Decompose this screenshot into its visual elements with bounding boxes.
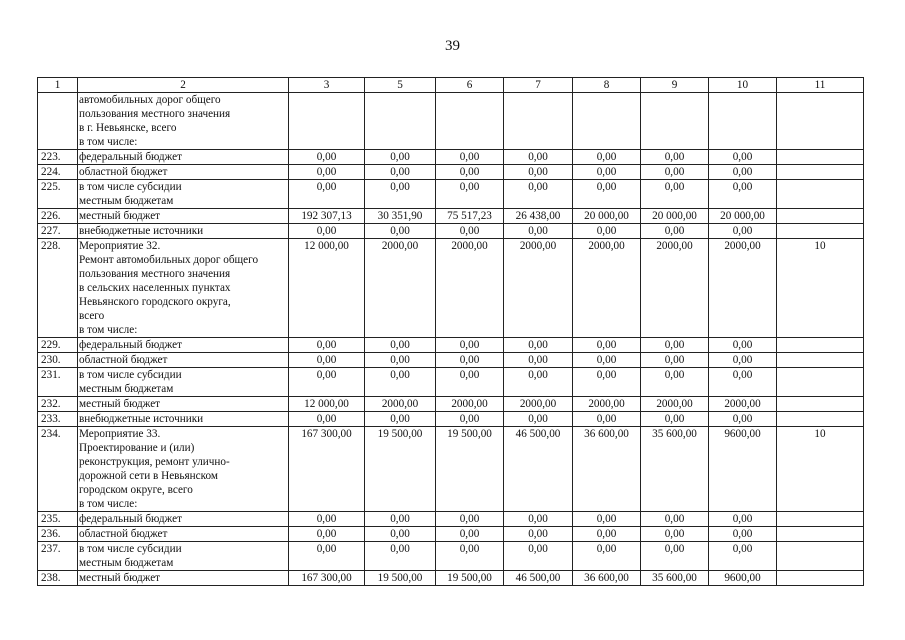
header-cell: 8 bbox=[573, 78, 641, 93]
amount-cell: 2000,00 bbox=[436, 239, 504, 338]
row-description bbox=[78, 180, 289, 209]
amount-cell: 2000,00 bbox=[709, 397, 777, 412]
header-cell: 10 bbox=[709, 78, 777, 93]
amount-cell bbox=[289, 93, 365, 150]
amount-cell: 20 000,00 bbox=[709, 209, 777, 224]
amount-cell: 0,00 bbox=[641, 368, 709, 397]
amount-cell: 0,00 bbox=[436, 368, 504, 397]
amount-cell: 0,00 bbox=[573, 180, 641, 209]
amount-cell: 0,00 bbox=[289, 542, 365, 571]
amount-cell: 0,00 bbox=[573, 353, 641, 368]
table-row bbox=[38, 93, 864, 150]
amount-cell bbox=[709, 93, 777, 150]
amount-cell: 0,00 bbox=[365, 224, 436, 239]
table-body bbox=[38, 93, 864, 586]
amount-cell: 0,00 bbox=[504, 527, 573, 542]
amount-cell: 0,00 bbox=[641, 412, 709, 427]
row-number: 224. bbox=[38, 165, 78, 180]
row-description bbox=[78, 542, 289, 571]
amount-cell: 0,00 bbox=[573, 165, 641, 180]
row-number: 234. bbox=[38, 427, 78, 512]
amount-cell: 0,00 bbox=[573, 512, 641, 527]
amount-cell: 0,00 bbox=[641, 150, 709, 165]
row-description bbox=[78, 209, 289, 224]
amount-cell bbox=[436, 93, 504, 150]
column-11-cell bbox=[777, 368, 864, 397]
amount-cell: 0,00 bbox=[289, 180, 365, 209]
amount-cell: 35 600,00 bbox=[641, 571, 709, 586]
amount-cell bbox=[365, 93, 436, 150]
amount-cell bbox=[504, 93, 573, 150]
description-line: в том числе: bbox=[79, 498, 138, 510]
amount-cell: 0,00 bbox=[709, 368, 777, 397]
table-row bbox=[38, 527, 864, 542]
amount-cell bbox=[573, 93, 641, 150]
amount-cell: 0,00 bbox=[641, 338, 709, 353]
amount-cell: 0,00 bbox=[709, 527, 777, 542]
column-11-cell bbox=[777, 224, 864, 239]
amount-cell: 0,00 bbox=[573, 224, 641, 239]
table-row bbox=[38, 224, 864, 239]
description-line: внебюджетные источники bbox=[79, 225, 204, 237]
table-row bbox=[38, 368, 864, 397]
table-row bbox=[38, 239, 864, 338]
row-number: 229. bbox=[38, 338, 78, 353]
description-line: всего bbox=[79, 310, 105, 322]
row-number: 226. bbox=[38, 209, 78, 224]
amount-cell: 0,00 bbox=[289, 368, 365, 397]
column-11-cell bbox=[777, 397, 864, 412]
amount-cell: 0,00 bbox=[641, 224, 709, 239]
row-description bbox=[78, 427, 289, 512]
amount-cell: 2000,00 bbox=[573, 397, 641, 412]
row-description bbox=[78, 512, 289, 527]
amount-cell: 46 500,00 bbox=[504, 571, 573, 586]
table-row bbox=[38, 571, 864, 586]
amount-cell: 0,00 bbox=[709, 353, 777, 368]
amount-cell: 0,00 bbox=[573, 412, 641, 427]
amount-cell: 0,00 bbox=[436, 165, 504, 180]
amount-cell: 2000,00 bbox=[365, 239, 436, 338]
amount-cell: 0,00 bbox=[365, 180, 436, 209]
amount-cell: 0,00 bbox=[641, 542, 709, 571]
description-line: в г. Невьянске, всего bbox=[79, 122, 177, 134]
amount-cell: 167 300,00 bbox=[289, 427, 365, 512]
description-line: областной бюджет bbox=[79, 166, 168, 178]
row-description bbox=[78, 165, 289, 180]
column-11-cell bbox=[777, 165, 864, 180]
column-11-cell bbox=[777, 571, 864, 586]
amount-cell: 2000,00 bbox=[641, 397, 709, 412]
description-line: Ремонт автомобильных дорог общего bbox=[79, 254, 259, 266]
description-line: в том числе: bbox=[79, 324, 138, 336]
description-line: местным бюджетам bbox=[79, 557, 174, 569]
description-line: местный бюджет bbox=[79, 398, 161, 410]
amount-cell: 2000,00 bbox=[709, 239, 777, 338]
amount-cell: 0,00 bbox=[436, 338, 504, 353]
table-row bbox=[38, 542, 864, 571]
amount-cell: 2000,00 bbox=[641, 239, 709, 338]
row-description bbox=[78, 239, 289, 338]
row-number: 238. bbox=[38, 571, 78, 586]
amount-cell: 0,00 bbox=[573, 542, 641, 571]
amount-cell: 0,00 bbox=[365, 353, 436, 368]
amount-cell: 26 438,00 bbox=[504, 209, 573, 224]
description-line: городском округе, всего bbox=[79, 484, 193, 496]
amount-cell: 0,00 bbox=[641, 512, 709, 527]
amount-cell: 0,00 bbox=[289, 150, 365, 165]
description-line: в том числе субсидии bbox=[79, 181, 182, 193]
amount-cell: 9600,00 bbox=[709, 571, 777, 586]
column-11-cell bbox=[777, 542, 864, 571]
row-number: 227. bbox=[38, 224, 78, 239]
budget-table bbox=[37, 77, 864, 586]
amount-cell: 19 500,00 bbox=[365, 427, 436, 512]
amount-cell: 0,00 bbox=[504, 165, 573, 180]
table-row bbox=[38, 412, 864, 427]
amount-cell: 0,00 bbox=[573, 150, 641, 165]
table-row bbox=[38, 338, 864, 353]
description-line: автомобильных дорог общего bbox=[79, 94, 221, 106]
column-11-cell bbox=[777, 180, 864, 209]
amount-cell: 0,00 bbox=[365, 542, 436, 571]
row-number: 231. bbox=[38, 368, 78, 397]
description-line: федеральный бюджет bbox=[79, 151, 182, 163]
amount-cell: 0,00 bbox=[504, 512, 573, 527]
amount-cell: 12 000,00 bbox=[289, 239, 365, 338]
amount-cell: 46 500,00 bbox=[504, 427, 573, 512]
column-11-cell bbox=[777, 512, 864, 527]
description-line: федеральный бюджет bbox=[79, 339, 182, 351]
description-line: пользования местного значения bbox=[79, 268, 231, 280]
amount-cell: 0,00 bbox=[709, 338, 777, 353]
table-row bbox=[38, 209, 864, 224]
table-row bbox=[38, 512, 864, 527]
amount-cell: 0,00 bbox=[573, 527, 641, 542]
column-11-cell bbox=[777, 338, 864, 353]
amount-cell: 0,00 bbox=[504, 224, 573, 239]
row-description bbox=[78, 353, 289, 368]
table-row bbox=[38, 180, 864, 209]
table-row bbox=[38, 427, 864, 512]
table-row bbox=[38, 397, 864, 412]
amount-cell: 0,00 bbox=[709, 542, 777, 571]
description-line: в сельских населенных пунктах bbox=[79, 282, 231, 294]
column-11-cell: 10 bbox=[777, 427, 864, 512]
amount-cell: 0,00 bbox=[504, 542, 573, 571]
amount-cell: 36 600,00 bbox=[573, 571, 641, 586]
amount-cell: 36 600,00 bbox=[573, 427, 641, 512]
amount-cell: 30 351,90 bbox=[365, 209, 436, 224]
amount-cell: 0,00 bbox=[436, 542, 504, 571]
amount-cell: 0,00 bbox=[365, 368, 436, 397]
column-11-cell bbox=[777, 209, 864, 224]
header-cell: 1 bbox=[38, 78, 78, 93]
column-11-cell: 10 bbox=[777, 239, 864, 338]
amount-cell: 0,00 bbox=[365, 412, 436, 427]
row-description bbox=[78, 224, 289, 239]
row-number: 237. bbox=[38, 542, 78, 571]
amount-cell: 0,00 bbox=[641, 353, 709, 368]
description-line: областной бюджет bbox=[79, 354, 168, 366]
description-line: дорожной сети в Невьянском bbox=[79, 470, 218, 482]
column-11-cell bbox=[777, 527, 864, 542]
amount-cell: 0,00 bbox=[504, 368, 573, 397]
amount-cell: 35 600,00 bbox=[641, 427, 709, 512]
amount-cell: 12 000,00 bbox=[289, 397, 365, 412]
row-number bbox=[38, 93, 78, 150]
amount-cell: 0,00 bbox=[289, 412, 365, 427]
header-cell: 3 bbox=[289, 78, 365, 93]
row-description bbox=[78, 368, 289, 397]
header-cell: 6 bbox=[436, 78, 504, 93]
description-line: Невьянского городского округа, bbox=[79, 296, 231, 308]
row-description bbox=[78, 412, 289, 427]
amount-cell: 0,00 bbox=[436, 353, 504, 368]
amount-cell: 0,00 bbox=[573, 368, 641, 397]
amount-cell: 167 300,00 bbox=[289, 571, 365, 586]
row-description bbox=[78, 93, 289, 150]
amount-cell: 0,00 bbox=[709, 150, 777, 165]
amount-cell: 0,00 bbox=[573, 338, 641, 353]
amount-cell: 0,00 bbox=[436, 512, 504, 527]
column-11-cell bbox=[777, 353, 864, 368]
row-description bbox=[78, 571, 289, 586]
amount-cell: 0,00 bbox=[504, 353, 573, 368]
amount-cell: 0,00 bbox=[436, 412, 504, 427]
amount-cell: 19 500,00 bbox=[436, 427, 504, 512]
amount-cell: 0,00 bbox=[504, 180, 573, 209]
amount-cell: 0,00 bbox=[436, 527, 504, 542]
amount-cell: 2000,00 bbox=[365, 397, 436, 412]
amount-cell: 0,00 bbox=[365, 150, 436, 165]
row-number: 223. bbox=[38, 150, 78, 165]
amount-cell: 0,00 bbox=[289, 165, 365, 180]
description-line: в том числе: bbox=[79, 136, 138, 148]
amount-cell: 0,00 bbox=[365, 338, 436, 353]
row-number: 232. bbox=[38, 397, 78, 412]
amount-cell: 0,00 bbox=[436, 180, 504, 209]
amount-cell: 2000,00 bbox=[573, 239, 641, 338]
row-description bbox=[78, 150, 289, 165]
amount-cell: 0,00 bbox=[641, 165, 709, 180]
header-cell: 5 bbox=[365, 78, 436, 93]
row-number: 235. bbox=[38, 512, 78, 527]
description-line: областной бюджет bbox=[79, 528, 168, 540]
amount-cell: 0,00 bbox=[289, 224, 365, 239]
amount-cell bbox=[641, 93, 709, 150]
amount-cell: 0,00 bbox=[289, 527, 365, 542]
amount-cell: 192 307,13 bbox=[289, 209, 365, 224]
row-number: 225. bbox=[38, 180, 78, 209]
amount-cell: 0,00 bbox=[289, 512, 365, 527]
amount-cell: 2000,00 bbox=[436, 397, 504, 412]
amount-cell: 0,00 bbox=[641, 180, 709, 209]
header-cell: 11 bbox=[777, 78, 864, 93]
amount-cell: 19 500,00 bbox=[436, 571, 504, 586]
description-line: реконструкция, ремонт улично- bbox=[79, 456, 230, 468]
amount-cell: 0,00 bbox=[709, 224, 777, 239]
amount-cell: 20 000,00 bbox=[573, 209, 641, 224]
description-line: федеральный бюджет bbox=[79, 513, 182, 525]
description-line: внебюджетные источники bbox=[79, 413, 204, 425]
amount-cell: 0,00 bbox=[709, 165, 777, 180]
amount-cell: 0,00 bbox=[504, 412, 573, 427]
table-row bbox=[38, 353, 864, 368]
table-row bbox=[38, 165, 864, 180]
description-line: местным бюджетам bbox=[79, 195, 174, 207]
amount-cell: 0,00 bbox=[641, 527, 709, 542]
column-11-cell bbox=[777, 412, 864, 427]
description-line: в том числе субсидии bbox=[79, 543, 182, 555]
description-line: Проектирование и (или) bbox=[79, 442, 195, 454]
description-line: Мероприятие 33. bbox=[79, 428, 161, 440]
row-description bbox=[78, 397, 289, 412]
description-line: местный бюджет bbox=[79, 210, 161, 222]
amount-cell: 2000,00 bbox=[504, 239, 573, 338]
description-line: местный бюджет bbox=[79, 572, 161, 584]
description-line: пользования местного значения bbox=[79, 108, 231, 120]
amount-cell: 0,00 bbox=[709, 512, 777, 527]
column-11-cell bbox=[777, 150, 864, 165]
amount-cell: 0,00 bbox=[289, 353, 365, 368]
amount-cell: 9600,00 bbox=[709, 427, 777, 512]
page-number: 39 bbox=[445, 38, 460, 54]
column-11-cell bbox=[777, 93, 864, 150]
amount-cell: 0,00 bbox=[504, 150, 573, 165]
description-line: Мероприятие 32. bbox=[79, 240, 161, 252]
amount-cell: 0,00 bbox=[504, 338, 573, 353]
header-cell: 9 bbox=[641, 78, 709, 93]
amount-cell: 0,00 bbox=[436, 150, 504, 165]
row-number: 236. bbox=[38, 527, 78, 542]
table-row bbox=[38, 150, 864, 165]
header-cell: 2 bbox=[78, 78, 289, 93]
amount-cell: 0,00 bbox=[289, 338, 365, 353]
row-description bbox=[78, 527, 289, 542]
amount-cell: 2000,00 bbox=[504, 397, 573, 412]
description-line: в том числе субсидии bbox=[79, 369, 182, 381]
amount-cell: 0,00 bbox=[709, 180, 777, 209]
amount-cell: 0,00 bbox=[436, 224, 504, 239]
amount-cell: 0,00 bbox=[709, 412, 777, 427]
amount-cell: 0,00 bbox=[365, 527, 436, 542]
row-number: 230. bbox=[38, 353, 78, 368]
row-number: 233. bbox=[38, 412, 78, 427]
row-number: 228. bbox=[38, 239, 78, 338]
header-cell: 7 bbox=[504, 78, 573, 93]
amount-cell: 0,00 bbox=[365, 165, 436, 180]
amount-cell: 0,00 bbox=[365, 512, 436, 527]
amount-cell: 20 000,00 bbox=[641, 209, 709, 224]
amount-cell: 75 517,23 bbox=[436, 209, 504, 224]
header-row bbox=[38, 78, 864, 93]
row-description bbox=[78, 338, 289, 353]
description-line: местным бюджетам bbox=[79, 383, 174, 395]
amount-cell: 19 500,00 bbox=[365, 571, 436, 586]
